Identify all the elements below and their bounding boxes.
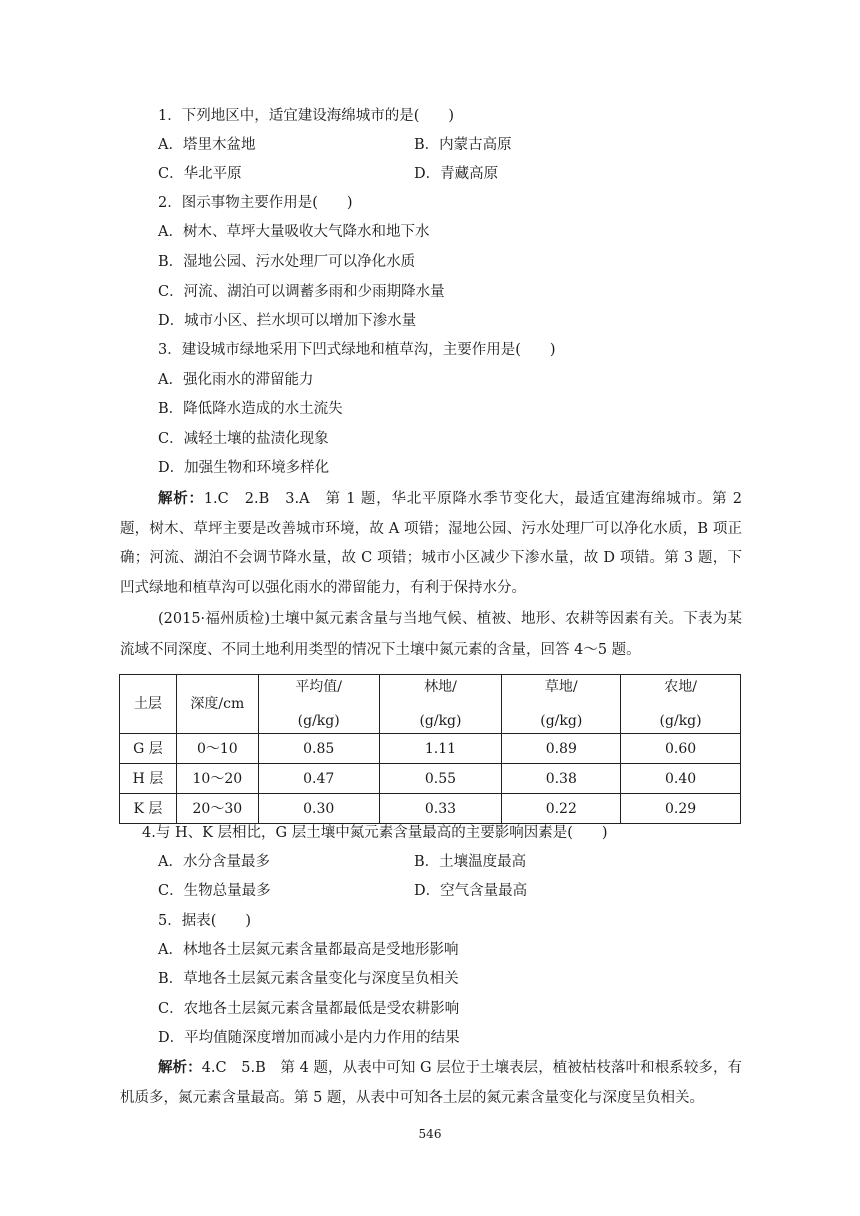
- q4-option-a: A．水分含量最多: [158, 854, 270, 870]
- table-cell: 0.85: [258, 734, 379, 764]
- table-cell: G 层: [120, 734, 177, 764]
- table-cell: 0.22: [502, 794, 621, 824]
- analysis-2: [120, 1053, 742, 1113]
- q3-option-b: B．降低降水造成的水土流失: [158, 401, 343, 417]
- table-cell: 0.38: [502, 764, 621, 794]
- table-cell: 0～10: [176, 734, 258, 764]
- question-5-stem: 5．据表( ): [158, 913, 252, 929]
- table-cell: 0.30: [258, 794, 379, 824]
- q5-option-c: C．农地各土层氮元素含量都最低是受农耕影响: [158, 1001, 460, 1017]
- intro-text: (2015·福州质检)土壤中氮元素含量与当地气候、植被、地形、农耕等因素有关。下表为某流域不同深度、不同土地利用类型的情况下土壤中氮元素的含量，回答 4～5 题。: [120, 611, 742, 658]
- question-2-stem: 2．图示事物主要作用是( ): [158, 195, 353, 211]
- table-cell: 20～30: [176, 794, 258, 824]
- q1-option-b: B．内蒙古高原: [414, 137, 512, 153]
- header-farmland: 农地/ (g/kg): [621, 675, 741, 734]
- page-number: 546: [418, 1127, 442, 1141]
- table-cell: 0.33: [379, 794, 502, 824]
- table-cell: 10～20: [176, 764, 258, 794]
- q3-option-a: A．强化雨水的滞留能力: [158, 372, 314, 388]
- q5-option-b: B．草地各土层氮元素含量变化与深度呈负相关: [158, 971, 459, 987]
- table-cell: K 层: [120, 794, 177, 824]
- header-soil-layer: 土层: [120, 675, 177, 734]
- header-grassland: 草地/ (g/kg): [502, 675, 621, 734]
- q2-option-c: C．河流、湖泊可以调蓄多雨和少雨期降水量: [158, 284, 445, 300]
- q1-option-c: C．华北平原: [158, 166, 242, 182]
- analysis-2-text: 4.C 5.B 第 4 题，从表中可知 G 层位于土壤表层，植被枯枝落叶和根系较多，有机质多，氮元素含量最高。第 5 题，从表中可知各土层的氮元素含量变化与深度呈负相关。: [120, 1060, 742, 1106]
- q4-option-c: C．生物总量最多: [158, 883, 271, 899]
- q2-option-d: D．城市小区、拦水坝可以增加下渗水量: [158, 313, 417, 329]
- table-cell: 0.60: [621, 734, 741, 764]
- table-row: [120, 764, 741, 794]
- q1-option-d: D．青藏高原: [414, 166, 499, 182]
- question-1-stem: 1．下列地区中，适宜建设海绵城市的是( ): [158, 108, 455, 124]
- q1-option-a: A．塔里木盆地: [158, 137, 256, 153]
- question-4-stem: 4.与 H、K 层相比，G 层土壤中氮元素含量最高的主要影响因素是( ): [142, 825, 608, 841]
- table-cell: H 层: [120, 764, 177, 794]
- analysis-1: [120, 484, 742, 603]
- header-forest: 林地/ (g/kg): [379, 675, 502, 734]
- q5-option-a: A．林地各土层氮元素含量都最高是受地形影响: [158, 942, 459, 958]
- table-cell: 0.47: [258, 764, 379, 794]
- table-header-row: [120, 675, 741, 734]
- intro-paragraph: [120, 604, 742, 666]
- table-row: [120, 734, 741, 764]
- table-cell: 0.89: [502, 734, 621, 764]
- q4-option-d: D．空气含量最高: [414, 883, 528, 899]
- q2-option-b: B．湿地公园、污水处理厂可以净化水质: [158, 254, 416, 270]
- table-cell: 0.55: [379, 764, 502, 794]
- table-cell: 1.11: [379, 734, 502, 764]
- question-3-stem: 3．建设城市绿地采用下凹式绿地和植草沟，主要作用是( ): [158, 342, 556, 358]
- header-depth: 深度/cm: [176, 675, 258, 734]
- table-row: [120, 794, 741, 824]
- q4-option-b: B．土壤温度最高: [414, 854, 527, 870]
- analysis-1-text: 1.C 2.B 3.A 第 1 题，华北平原降水季节变化大，最适宜建海绵城市。第 2 题，树木、草坪主要是改善城市环境，故 A 项错；湿地公园、污水处理厂可以净化水质，B 项正确；河流、湖泊不会调节降水量，故 C 项错；城市小区减少下渗水量，故 D 项错。第 3 题，下凹式绿地和植草沟可以强化雨水的滞留能力，有利于保持水分。: [120, 491, 742, 596]
- table-cell: 0.40: [621, 764, 741, 794]
- header-average: 平均值/ (g/kg): [258, 675, 379, 734]
- analysis-2-label: 解析：: [158, 1059, 202, 1076]
- q5-option-d: D．平均值随深度增加而减小是内力作用的结果: [158, 1030, 460, 1046]
- q3-option-d: D．加强生物和环境多样化: [158, 460, 330, 476]
- q3-option-c: C．减轻土壤的盐渍化现象: [158, 431, 329, 447]
- nitrogen-table: [119, 674, 741, 824]
- q2-option-a: A．树木、草坪大量吸收大气降水和地下水: [158, 224, 430, 240]
- analysis-1-label: 解析：: [158, 490, 204, 507]
- table-cell: 0.29: [621, 794, 741, 824]
